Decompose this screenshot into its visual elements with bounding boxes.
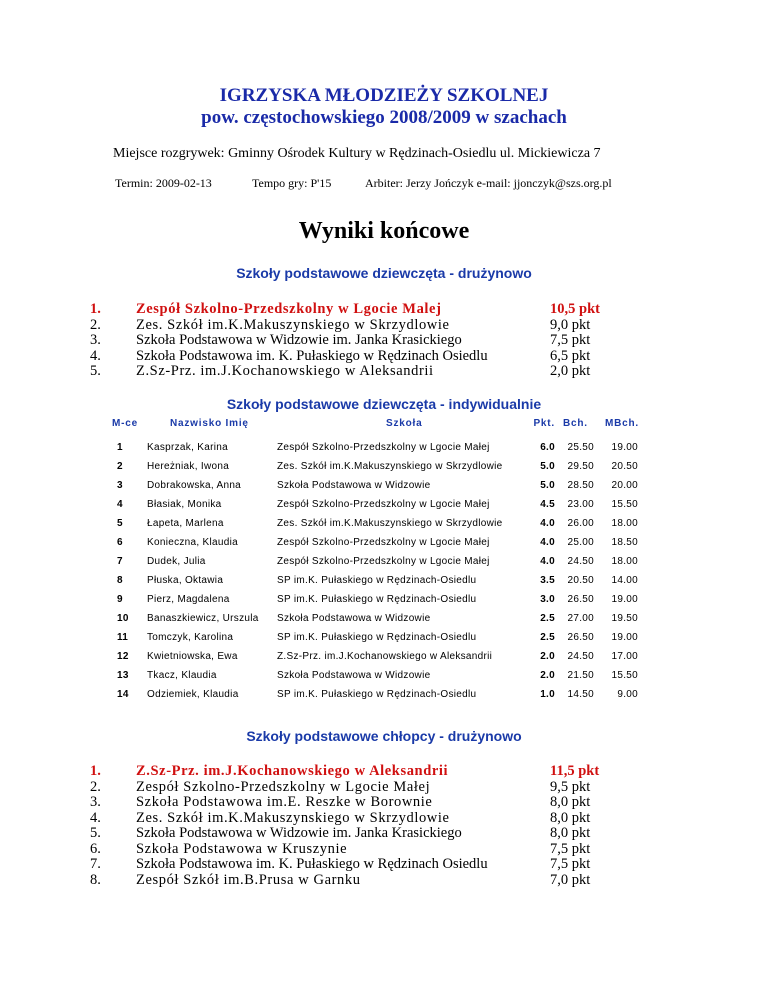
name-cell: Hereżniak, Iwona — [147, 461, 230, 472]
team-points: 10,5 pkt — [550, 301, 600, 317]
place-cell: 2 — [117, 461, 123, 472]
table-row — [110, 552, 660, 571]
tempo-text: Tempo gry: P'15 — [252, 176, 332, 190]
team-place: 4. — [90, 347, 101, 364]
mbch-cell: 15.50 — [611, 499, 638, 510]
place-cell: 14 — [117, 689, 129, 700]
table-row — [110, 495, 660, 514]
place-cell: 13 — [117, 670, 129, 681]
table-row — [110, 571, 660, 590]
table-row — [110, 476, 660, 495]
table-row — [110, 628, 660, 647]
team-place: 5. — [90, 363, 101, 379]
school-cell: SP im.K. Pułaskiego w Rędzinach-Osiedlu — [277, 689, 477, 700]
team-points: 2,0 pkt — [550, 363, 591, 379]
table-header — [110, 418, 660, 438]
venue-text: Miejsce rozgrywek: Gminny Ośrodek Kultury w Rędzinach-Osiedlu ul. Mickiewicza 7 — [113, 146, 601, 161]
mbch-cell: 17.00 — [611, 651, 638, 662]
arbiter-text: Arbiter: Jerzy Jończyk e-mail: jjonczyk@szs.org.pl — [365, 176, 612, 190]
name-cell: Banaszkiewicz, Urszula — [147, 613, 259, 624]
boys-team-list — [90, 764, 650, 888]
bch-cell: 24.50 — [567, 651, 594, 662]
school-cell: Z.Sz-Prz. im.J.Kochanowskiego w Aleksandrii — [277, 651, 493, 662]
team-row — [90, 811, 650, 827]
school-cell: SP im.K. Pułaskiego w Rędzinach-Osiedlu — [277, 632, 477, 643]
team-row — [90, 857, 650, 873]
mbch-cell: 19.00 — [611, 594, 638, 605]
place-cell: 5 — [117, 518, 123, 529]
table-body — [110, 438, 660, 704]
team-row — [90, 826, 650, 842]
column-header-place: M-ce — [112, 418, 138, 429]
points-cell: 6.0 — [540, 442, 555, 453]
school-cell: SP im.K. Pułaskiego w Rędzinach-Osiedlu — [277, 575, 477, 586]
place-cell: 6 — [117, 537, 123, 548]
points-cell: 4.0 — [540, 556, 555, 567]
mbch-cell: 20.00 — [611, 480, 638, 491]
team-row — [90, 364, 650, 380]
place-cell: 8 — [117, 575, 123, 586]
team-name: Zes. Szkół im.K.Makuszynskiego w Skrzydlowie — [136, 316, 450, 333]
team-row — [90, 842, 650, 858]
team-points: 8,0 pkt — [550, 794, 591, 810]
mbch-cell: 9.00 — [617, 689, 638, 700]
mbch-cell: 18.50 — [611, 537, 638, 548]
table-row — [110, 685, 660, 704]
team-name: Zespół Szkolno-Przedszkolny w Lgocie Małej — [136, 778, 431, 795]
bch-cell: 26.00 — [567, 518, 594, 529]
team-points: 11,5 pkt — [550, 763, 600, 779]
school-cell: Zespół Szkolno-Przedszkolny w Lgocie Małej — [277, 556, 490, 567]
bch-cell: 23.00 — [567, 499, 594, 510]
place-cell: 12 — [117, 651, 129, 662]
points-cell: 5.0 — [540, 480, 555, 491]
mbch-cell: 18.00 — [611, 556, 638, 567]
place-cell: 7 — [117, 556, 123, 567]
bch-cell: 28.50 — [567, 480, 594, 491]
place-cell: 1 — [117, 442, 123, 453]
team-place: 6. — [90, 840, 101, 857]
name-cell: Tomczyk, Karolina — [147, 632, 234, 643]
team-place: 1. — [90, 301, 101, 317]
team-name: Szkoła Podstawowa im.E. Reszke w Borownie — [136, 794, 433, 810]
team-name: Zes. Szkół im.K.Makuszynskiego w Skrzydlowie — [136, 809, 450, 826]
points-cell: 5.0 — [540, 461, 555, 472]
mbch-cell: 19.00 — [611, 632, 638, 643]
name-cell: Łapeta, Marlena — [147, 518, 224, 529]
team-place: 2. — [90, 778, 101, 795]
name-cell: Konieczna, Klaudia — [147, 537, 239, 548]
team-place: 1. — [90, 763, 101, 779]
mbch-cell: 19.00 — [611, 442, 638, 453]
team-name: Zespół Szkolno-Przedszkolny w Lgocie Malej — [136, 301, 442, 317]
title-line-2: pow. częstochowskiego 2008/2009 w szachach — [201, 107, 567, 128]
team-points: 7,5 pkt — [550, 856, 591, 872]
school-cell: SP im.K. Pułaskiego w Rędzinach-Osiedlu — [277, 594, 477, 605]
team-points: 7,5 pkt — [550, 332, 591, 348]
name-cell: Pierz, Magdalena — [147, 594, 230, 605]
name-cell: Kwietniowska, Ewa — [147, 651, 238, 662]
place-cell: 3 — [117, 480, 123, 491]
team-points: 6,5 pkt — [550, 347, 591, 364]
bch-cell: 25.50 — [567, 442, 594, 453]
column-header-bch: Bch. — [563, 418, 588, 429]
bch-cell: 24.50 — [567, 556, 594, 567]
table-row — [110, 438, 660, 457]
bch-cell: 25.00 — [567, 537, 594, 548]
points-cell: 2.0 — [540, 651, 555, 662]
points-cell: 2.5 — [540, 613, 555, 624]
mbch-cell: 14.00 — [611, 575, 638, 586]
school-cell: Zes. Szkół im.K.Makuszynskiego w Skrzydlowie — [277, 518, 503, 529]
points-cell: 2.5 — [540, 632, 555, 643]
team-points: 8,0 pkt — [550, 825, 591, 841]
team-points: 9,5 pkt — [550, 778, 591, 795]
table-row — [110, 457, 660, 476]
column-header-name: Nazwisko Imię — [170, 418, 249, 429]
team-row — [90, 873, 650, 889]
table-row — [110, 609, 660, 628]
team-place: 3. — [90, 794, 101, 810]
bch-cell: 20.50 — [567, 575, 594, 586]
girls-team-list — [90, 302, 650, 380]
name-cell: Dobrakowska, Anna — [147, 480, 242, 491]
school-cell: Zespół Szkolno-Przedszkolny w Lgocie Małej — [277, 442, 490, 453]
mbch-cell: 19.50 — [611, 613, 638, 624]
name-cell: Płuska, Oktawia — [147, 575, 224, 586]
points-cell: 2.0 — [540, 670, 555, 681]
team-points: 7,5 pkt — [550, 840, 591, 857]
team-points: 7,0 pkt — [550, 871, 591, 888]
points-cell: 4.5 — [540, 499, 555, 510]
team-name: Z.Sz-Prz. im.J.Kochanowskiego w Aleksandrii — [136, 763, 449, 779]
team-name: Szkoła Podstawowa w Kruszynie — [136, 840, 348, 857]
bch-cell: 26.50 — [567, 632, 594, 643]
team-place: 8. — [90, 871, 101, 888]
column-header-points: Pkt. — [533, 418, 555, 429]
results-title: Wyniki końcowe — [298, 218, 470, 244]
team-row — [90, 333, 650, 349]
team-name: Szkoła Podstawowa im. K. Pułaskiego w Rędzinach Osiedlu — [136, 347, 488, 364]
place-cell: 9 — [117, 594, 123, 605]
table-row — [110, 647, 660, 666]
mbch-cell: 18.00 — [611, 518, 638, 529]
name-cell: Kasprzak, Karina — [147, 442, 228, 453]
boys-team-heading: Szkoły podstawowe chłopcy - drużynowo — [246, 728, 522, 744]
team-place: 7. — [90, 856, 101, 872]
column-header-mbch: MBch. — [605, 418, 639, 429]
team-name: Szkoła Podstawowa im. K. Pułaskiego w Rędzinach Osiedlu — [136, 856, 488, 872]
school-cell: Zespół Szkolno-Przedszkolny w Lgocie Małej — [277, 537, 490, 548]
girls-individual-table — [110, 418, 660, 704]
column-header-school: Szkoła — [386, 418, 423, 429]
name-cell: Dudek, Julia — [147, 556, 206, 567]
school-cell: Szkoła Podstawowa w Widzowie — [277, 670, 431, 681]
team-row — [90, 349, 650, 365]
team-row — [90, 318, 650, 334]
points-cell: 1.0 — [540, 689, 555, 700]
name-cell: Odziemiek, Klaudia — [147, 689, 239, 700]
team-place: 3. — [90, 332, 101, 348]
points-cell: 3.0 — [540, 594, 555, 605]
mbch-cell: 15.50 — [611, 670, 638, 681]
school-cell: Zes. Szkół im.K.Makuszynskiego w Skrzydlowie — [277, 461, 503, 472]
team-name: Szkoła Podstawowa w Widzowie im. Janka Krasickiego — [136, 332, 462, 348]
team-place: 4. — [90, 809, 101, 826]
points-cell: 4.0 — [540, 518, 555, 529]
table-row — [110, 590, 660, 609]
team-points: 9,0 pkt — [550, 316, 591, 333]
bch-cell: 29.50 — [567, 461, 594, 472]
bch-cell: 14.50 — [567, 689, 594, 700]
points-cell: 4.0 — [540, 537, 555, 548]
team-points: 8,0 pkt — [550, 809, 591, 826]
table-row — [110, 666, 660, 685]
bch-cell: 26.50 — [567, 594, 594, 605]
name-cell: Błasiak, Monika — [147, 499, 222, 510]
name-cell: Tkacz, Klaudia — [147, 670, 217, 681]
school-cell: Szkoła Podstawowa w Widzowie — [277, 480, 431, 491]
team-row — [90, 302, 650, 318]
bch-cell: 27.00 — [567, 613, 594, 624]
team-row — [90, 795, 650, 811]
team-row — [90, 780, 650, 796]
team-name: Szkoła Podstawowa w Widzowie im. Janka Krasickiego — [136, 825, 462, 841]
team-name: Z.Sz-Prz. im.J.Kochanowskiego w Aleksandrii — [136, 363, 434, 379]
team-place: 2. — [90, 316, 101, 333]
table-row — [110, 533, 660, 552]
place-cell: 10 — [117, 613, 129, 624]
date-text: Termin: 2009-02-13 — [115, 176, 212, 190]
team-row — [90, 764, 650, 780]
school-cell: Zespół Szkolno-Przedszkolny w Lgocie Małej — [277, 499, 490, 510]
school-cell: Szkoła Podstawowa w Widzowie — [277, 613, 431, 624]
table-row — [110, 514, 660, 533]
girls-team-heading: Szkoły podstawowe dziewczęta - drużynowo — [236, 265, 532, 281]
team-place: 5. — [90, 825, 101, 841]
team-name: Zespół Szkół im.B.Prusa w Garnku — [136, 871, 361, 888]
girls-individual-heading: Szkoły podstawowe dziewczęta - indywidualnie — [226, 396, 542, 412]
bch-cell: 21.50 — [567, 670, 594, 681]
points-cell: 3.5 — [540, 575, 555, 586]
place-cell: 11 — [117, 632, 129, 643]
mbch-cell: 20.50 — [611, 461, 638, 472]
place-cell: 4 — [117, 499, 123, 510]
title-line-1: IGRZYSKA MŁODZIEŻY SZKOLNEJ — [219, 85, 549, 106]
